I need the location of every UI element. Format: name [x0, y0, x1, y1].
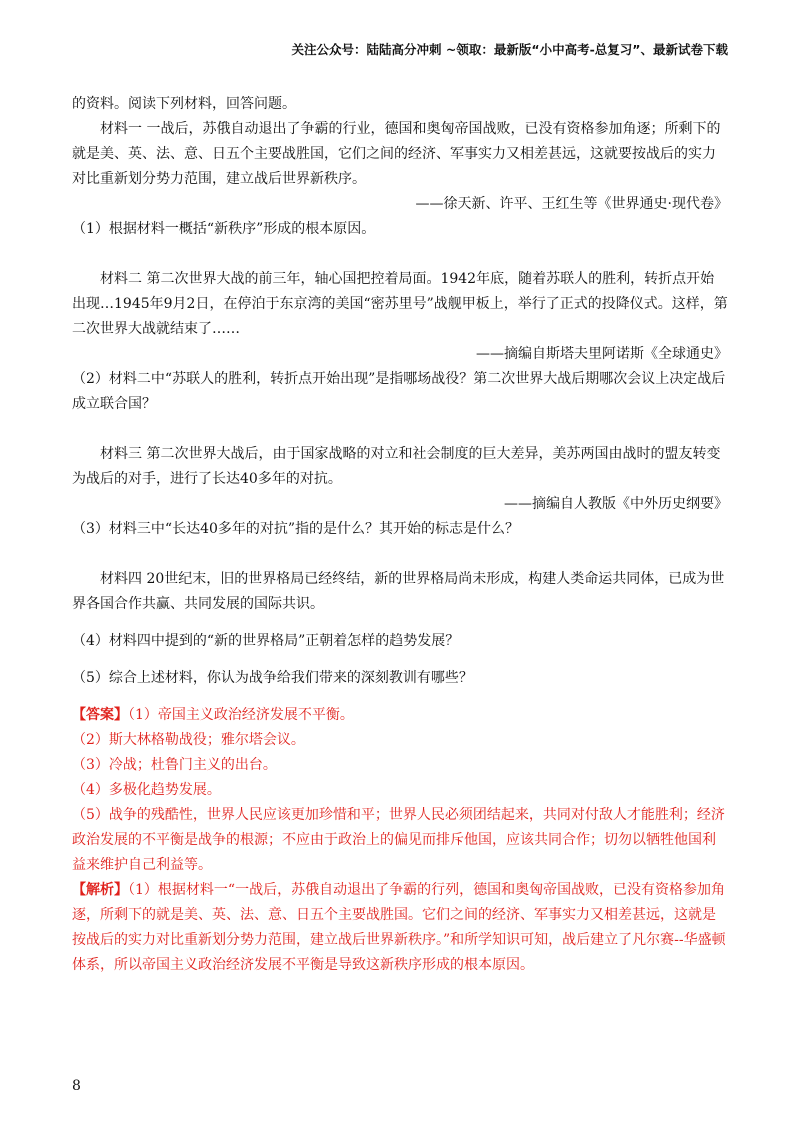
- analysis-tag: 【解析】: [72, 882, 128, 898]
- intro-text: 的资料。阅读下列材料，回答问题。: [72, 96, 296, 112]
- answer-5: （5）战争的残酷性，世界人民应该更加珍惜和平；世界人民必须团结起来，共同对付敌人才能胜利；经济政治发展的不平衡是战争的根源；不应由于政治上的偏见而排斥他国，应该共同合作；切勿以牺牲他国利益来维护自己利益等。: [72, 807, 725, 873]
- answer-1: 【答案】（1）帝国主义政治经济发展不平衡。: [72, 707, 354, 723]
- material-4-text: 材料四 20世纪末，旧的世界格局已经终结，新的世界格局尚未形成，构建人类命运共同体，已成为世界各国合作共赢、共同发展的国际共识。: [72, 571, 725, 612]
- answer-2: （2）斯大林格勒战役；雅尔塔会议。: [72, 732, 305, 748]
- material-3-source: ——摘编自人教版《中外历史纲要》: [504, 496, 728, 512]
- answer-4: （4）多极化趋势发展。: [72, 782, 221, 798]
- question-3: （3）材料三中“长达40多年的对抗”指的是什么？其开始的标志是什么？: [72, 521, 520, 537]
- answer-3: （3）冷战；杜鲁门主义的出台。: [72, 757, 277, 773]
- analysis-text: 【解析】（1）根据材料一“一战后，苏俄自动退出了争霸的行列，德国和奥匈帝国战败，已没有资格参加角逐，所剩下的就是美、英、法、意、日五个主要战胜国。它们之间的经济、军事实力又相差甚远，这就是按战后的实力对比重新划分势力范围，建立战后世界新秩序。”和所学知识可知，战后建立了凡尔赛--华盛顿体系，所以帝国主义政治经济发展不平衡是导致这新秩序形成的根本原因。: [72, 882, 726, 973]
- material-1-source: ——徐天新、许平、王红生等《世界通史·现代卷》: [415, 196, 728, 212]
- material-2-source: ——摘编自斯塔夫里阿诺斯《全球通史》: [476, 346, 728, 362]
- question-1: （1）根据材料一概括“新秩序”形成的根本原因。: [72, 221, 376, 237]
- page-number: 8: [72, 1078, 81, 1094]
- material-1-text: 材料一 一战后，苏俄自动退出了争霸的行业，德国和奥匈帝国战败，已没有资格参加角逐；所剩下的就是美、英、法、意、日五个主要战胜国，它们之间的经济、军事实力又相差甚远，这就要按战后的实力对比重新划分势力范围，建立战后世界新秩序。: [72, 121, 721, 187]
- page-header: 关注公众号：陆陆高分冲刺 ~领取：最新版“小中高考-总复习”、最新试卷下载: [291, 42, 728, 57]
- answer-tag: 【答案】: [72, 707, 128, 723]
- question-5: （5）综合上述材料，你认为战争给我们带来的深刻教训有哪些？: [72, 670, 473, 686]
- material-3-text: 材料三 第二次世界大战后，由于国家战略的对立和社会制度的巨大差异，美苏两国由战时的盟友转变为战后的对手，进行了长达40多年的对抗。: [72, 446, 721, 487]
- question-2: （2）材料二中“苏联人的胜利，转折点开始出现”是指哪场战役？第二次世界大战后期哪次会议上决定战后成立联合国？: [72, 371, 726, 412]
- document-body: [72, 92, 728, 978]
- question-4: （4）材料四中提到的“新的世界格局”正朝着怎样的趋势发展？: [72, 633, 460, 649]
- material-2-text: 材料二 第二次世界大战的前三年，轴心国把控着局面。1942年底，随着苏联人的胜利，转折点开始出现…1945年9月2日，在停泊于东京湾的美国“密苏里号”战舰甲板上，举行了正式的投降仪式。这样，第二次世界大战就结束了……: [72, 271, 728, 337]
